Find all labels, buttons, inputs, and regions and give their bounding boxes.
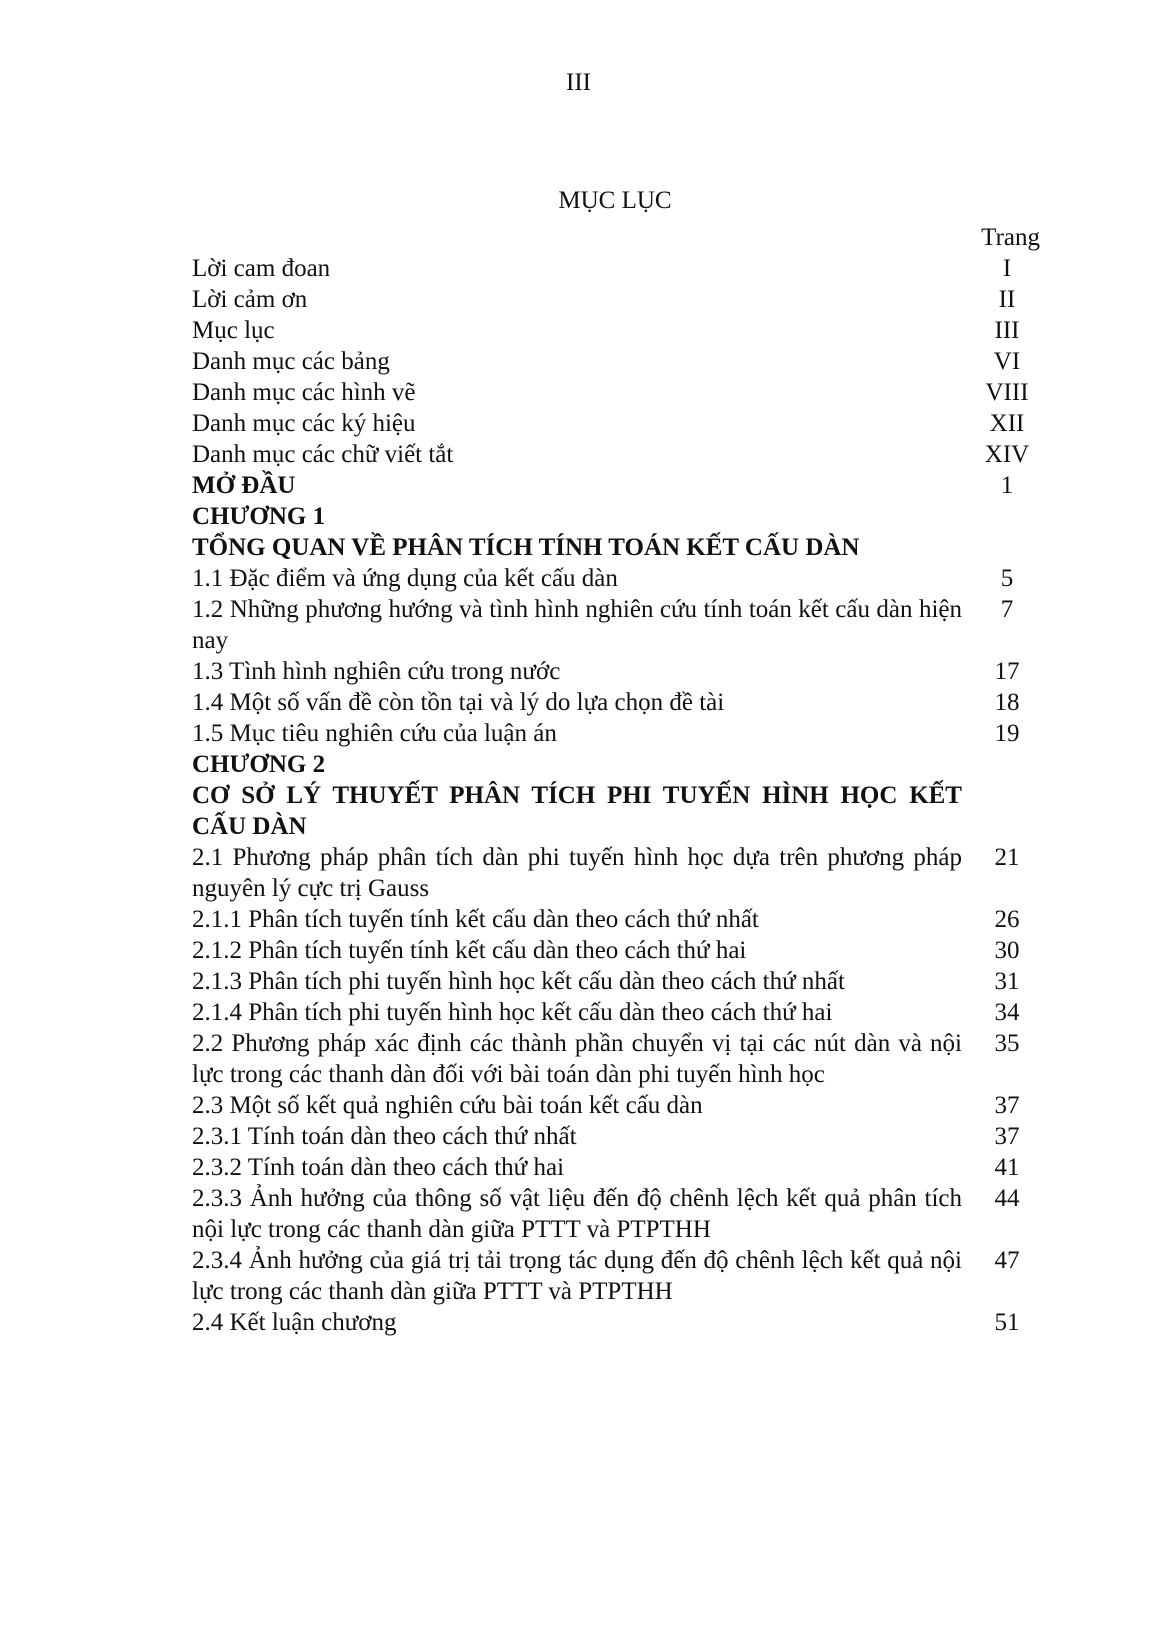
toc-entry-title: 1.5 Mục tiêu nghiên cứu của luận án <box>192 720 557 747</box>
toc-entry-page: 31 <box>994 968 1020 995</box>
toc-entry <box>192 935 1052 966</box>
toc-entry <box>192 1245 1052 1307</box>
toc-entry-title: 1.3 Tình hình nghiên cứu trong nước <box>192 658 561 685</box>
page-column-label: Trang <box>981 224 1040 251</box>
toc-entry-title: Mục lục <box>192 317 275 344</box>
toc-entry <box>192 377 1052 408</box>
toc-entry-title: 2.1.4 Phân tích phi tuyến hình học kết cấu dàn theo cách thứ hai <box>192 999 833 1026</box>
toc-entry <box>192 284 1052 315</box>
toc-entry-title: 1.2 Những phương hướng và tình hình nghiên cứu tính toán kết cấu dàn hiện nay <box>192 596 962 654</box>
toc-entry <box>192 1183 1052 1245</box>
toc-entry <box>192 718 1052 749</box>
toc-entry <box>192 563 1052 594</box>
toc-entry-page: XII <box>989 410 1025 437</box>
page-number: III <box>566 69 591 96</box>
toc-entry-page: 7 <box>1000 596 1014 623</box>
toc-entries <box>192 253 1052 1338</box>
toc-heading <box>192 532 1052 563</box>
toc-entry <box>192 594 1052 656</box>
toc-heading <box>192 470 1052 501</box>
toc-entry-page: II <box>998 286 1016 313</box>
toc-entry <box>192 315 1052 346</box>
toc-entry-page: 44 <box>994 1185 1020 1212</box>
toc-entry-page: 34 <box>994 999 1020 1026</box>
toc-entry-title: 2.1.3 Phân tích phi tuyến hình học kết cấu dàn theo cách thứ nhất <box>192 968 845 995</box>
toc-entry-page: I <box>1002 255 1012 282</box>
toc-entry-title: Danh mục các ký hiệu <box>192 410 416 437</box>
toc-entry <box>192 1090 1052 1121</box>
toc-entry-title: Danh mục các bảng <box>192 348 390 375</box>
toc-entry-title: CHƯƠNG 1 <box>192 503 326 530</box>
toc-entry-title: 2.3.3 Ảnh hưởng của thông số vật liệu đến độ chênh lệch kết quả phân tích nội lực trong các thanh dàn giữa PTTT và PTPTHH <box>192 1185 962 1243</box>
toc-entry-title: 1.4 Một số vấn đề còn tồn tại và lý do lựa chọn đề tài <box>192 689 725 716</box>
toc-heading <box>192 501 1052 532</box>
toc-entry-title: Lời cam đoan <box>192 255 331 282</box>
toc-entry <box>192 1028 1052 1090</box>
toc-entry-page: III <box>994 317 1020 344</box>
toc-entry-page: 35 <box>994 1030 1020 1057</box>
toc-entry-page: VI <box>993 348 1021 375</box>
table-of-contents <box>192 222 1052 1338</box>
toc-entry-title: Lời cảm ơn <box>192 286 308 313</box>
toc-entry-page: 21 <box>994 844 1020 871</box>
toc-heading <box>192 780 1052 842</box>
toc-entry-title: MỞ ĐẦU <box>192 472 296 499</box>
toc-entry-page: 1 <box>1000 472 1014 499</box>
toc-entry <box>192 904 1052 935</box>
toc-entry-title: 2.2 Phương pháp xác định các thành phần chuyển vị tại các nút dàn và nội lực trong các thanh dàn đối với bài toán dàn phi tuyến hình học <box>192 1030 962 1088</box>
toc-title: MỤC LỤC <box>558 187 672 214</box>
page-column-header <box>192 222 1052 253</box>
toc-entry-page: 26 <box>994 906 1020 933</box>
toc-entry <box>192 346 1052 377</box>
toc-entry-title: 2.3.2 Tính toán dàn theo cách thứ hai <box>192 1154 565 1181</box>
toc-entry <box>192 842 1052 904</box>
toc-entry-page: 18 <box>994 689 1020 716</box>
toc-heading <box>192 749 1052 780</box>
toc-entry-page: 5 <box>1000 565 1014 592</box>
toc-entry-page: VIII <box>985 379 1029 406</box>
toc-entry <box>192 966 1052 997</box>
toc-entry <box>192 1121 1052 1152</box>
toc-entry-page: 30 <box>994 937 1020 964</box>
toc-entry-title: 2.3.1 Tính toán dàn theo cách thứ nhất <box>192 1123 577 1150</box>
toc-entry-title: Danh mục các hình vẽ <box>192 379 416 406</box>
toc-entry-page: 19 <box>994 720 1020 747</box>
toc-entry-page: 41 <box>994 1154 1020 1181</box>
toc-entry-title: 2.1.1 Phân tích tuyến tính kết cấu dàn theo cách thứ nhất <box>192 906 759 933</box>
toc-entry <box>192 253 1052 284</box>
toc-entry-title: 2.3 Một số kết quả nghiên cứu bài toán kết cấu dàn <box>192 1092 703 1119</box>
toc-entry-page: 17 <box>994 658 1020 685</box>
toc-entry-page: XIV <box>984 441 1030 468</box>
toc-entry-title: 2.3.4 Ảnh hưởng của giá trị tải trọng tác dụng đến độ chênh lệch kết quả nội lực trong các thanh dàn giữa PTTT và PTPTHH <box>192 1247 962 1305</box>
toc-entry <box>192 439 1052 470</box>
toc-entry <box>192 687 1052 718</box>
toc-entry-title: CƠ SỞ LÝ THUYẾT PHÂN TÍCH PHI TUYẾN HÌNH HỌC KẾT CẤU DÀN <box>192 782 962 840</box>
toc-entry-title: Danh mục các chữ viết tắt <box>192 441 454 468</box>
toc-entry-title: 2.1 Phương pháp phân tích dàn phi tuyến hình học dựa trên phương pháp nguyên lý cực trị Gauss <box>192 844 962 902</box>
toc-entry <box>192 1152 1052 1183</box>
toc-entry-page: 47 <box>994 1247 1020 1274</box>
toc-entry-title: 1.1 Đặc điểm và ứng dụng của kết cấu dàn <box>192 565 618 592</box>
toc-entry-page: 51 <box>994 1309 1020 1336</box>
toc-entry-title: 2.4 Kết luận chương <box>192 1309 397 1336</box>
toc-entry-title: CHƯƠNG 2 <box>192 751 326 778</box>
toc-entry-title: 2.1.2 Phân tích tuyến tính kết cấu dàn theo cách thứ hai <box>192 937 747 964</box>
toc-entry <box>192 408 1052 439</box>
toc-entry <box>192 656 1052 687</box>
toc-entry-page: 37 <box>994 1092 1020 1119</box>
toc-entry <box>192 1307 1052 1338</box>
toc-entry-title: TỔNG QUAN VỀ PHÂN TÍCH TÍNH TOÁN KẾT CẤU DÀN <box>192 534 860 561</box>
toc-entry-page: 37 <box>994 1123 1020 1150</box>
toc-entry <box>192 997 1052 1028</box>
